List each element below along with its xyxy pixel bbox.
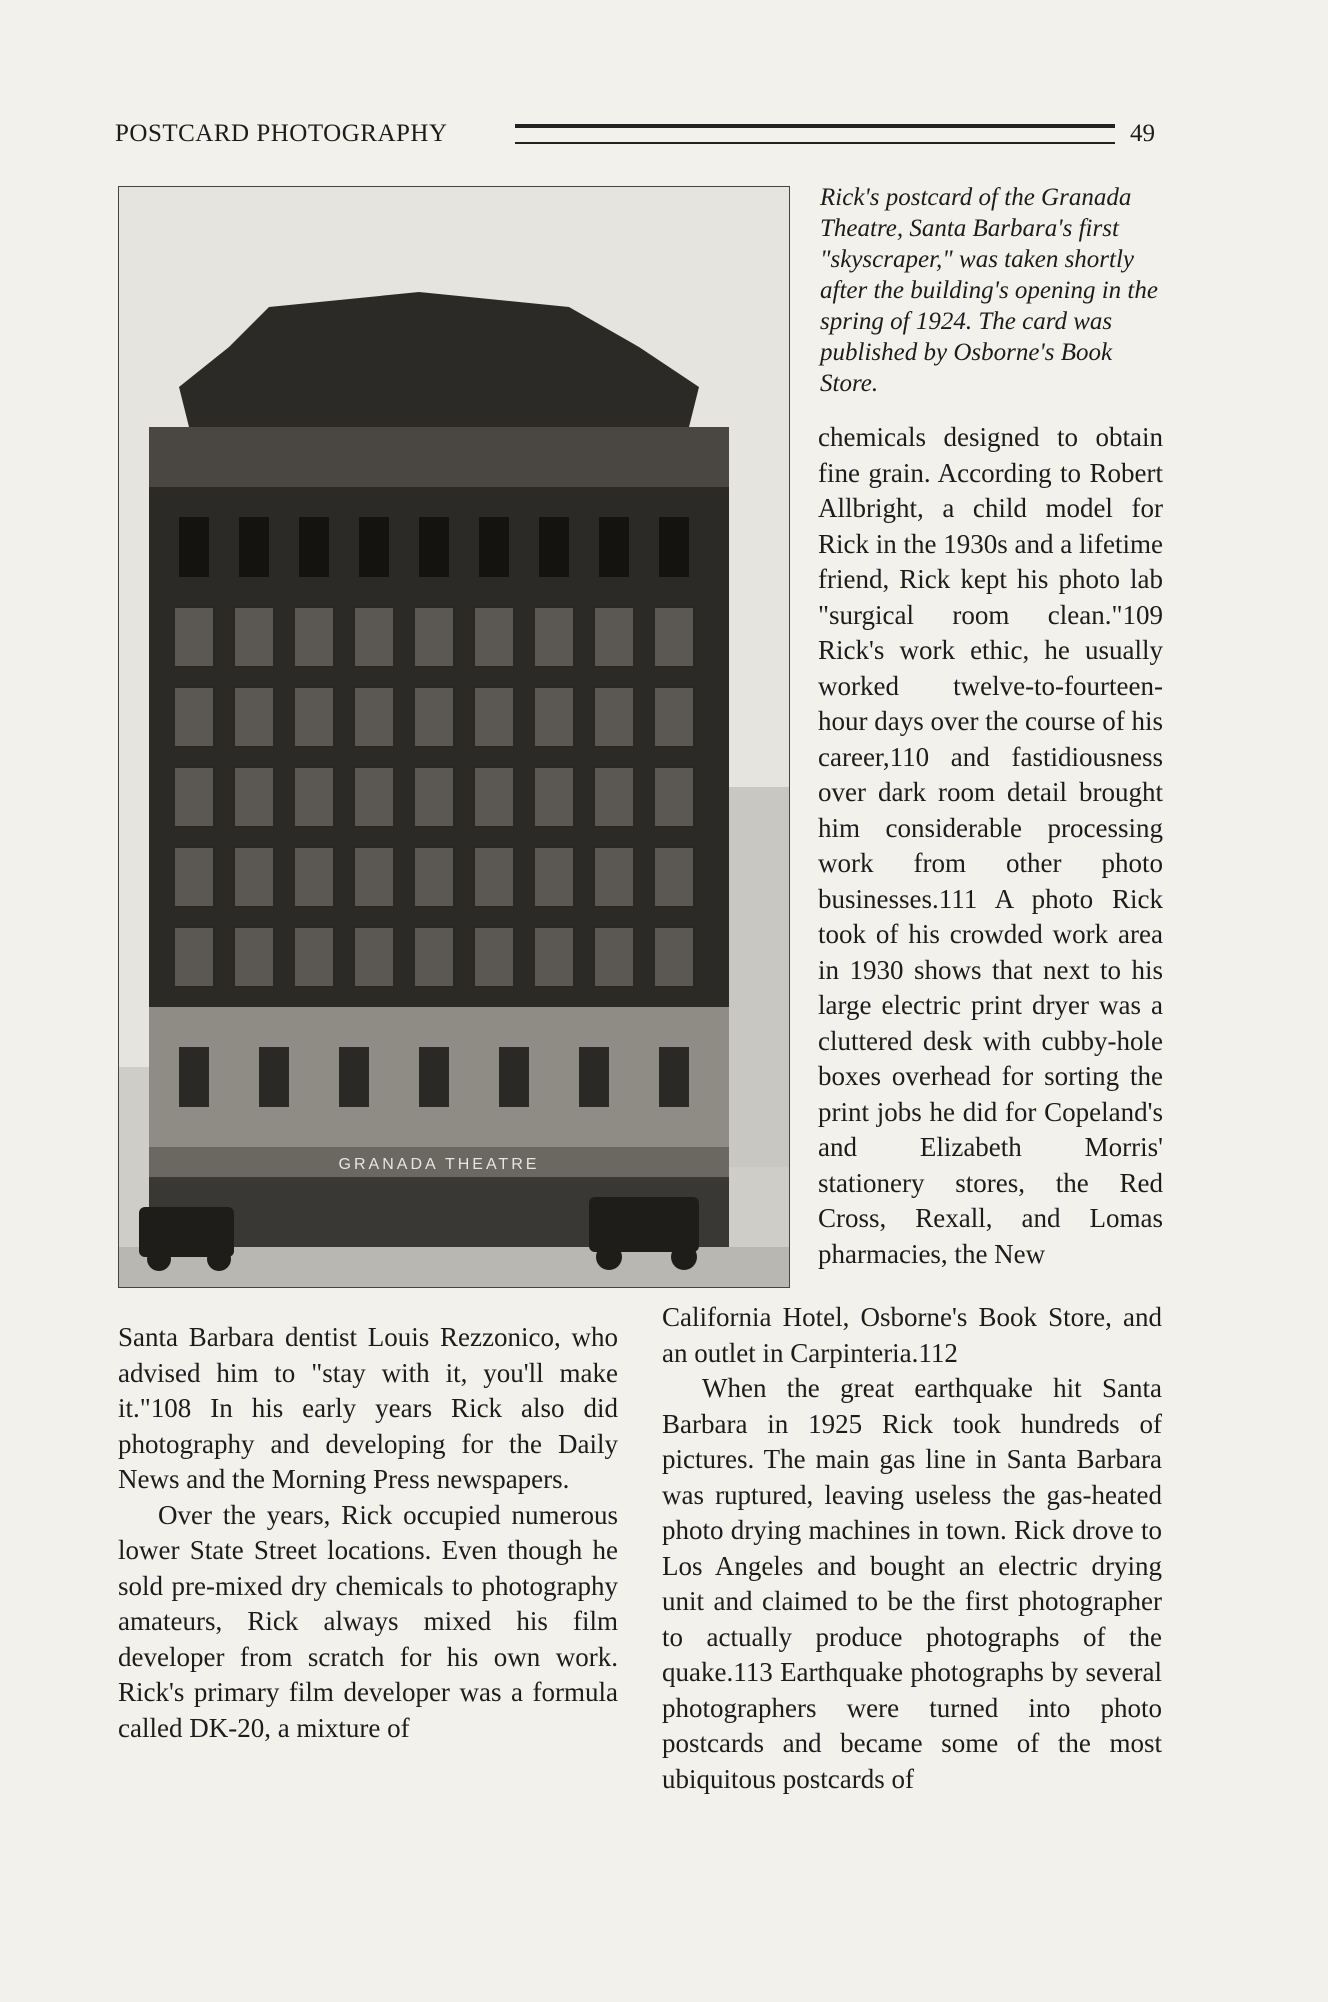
body-text-right-column-lower [662, 1300, 1162, 1797]
body-text-right-column [818, 420, 1163, 1272]
paragraph: California Hotel, Osborne's Book Store, and an outlet in Carpinteria.112 [662, 1302, 1162, 1368]
running-title: POSTCARD PHOTOGRAPHY [115, 120, 448, 147]
photo-caption: Rick's postcard of the Granada Theatre, Santa Barbara's first "skyscraper," was taken shortly after the building's opening in the spring of 1924. The card was published by Osborne's Book Store. [820, 184, 1158, 397]
granada-theatre-photo [118, 186, 790, 1288]
header-rule [515, 124, 1115, 144]
theatre-building-image [119, 187, 789, 1287]
page-number: 49 [1130, 120, 1155, 147]
body-text-left-column [118, 1320, 618, 1746]
paragraph: Over the years, Rick occupied numerous lower State Street locations. Even though he sold pre-mixed dry chemicals to photography amateurs, Rick always mixed his film developer from scratch for his own work. Rick's primary film developer was a formula called DK-20, a mixture of [118, 1499, 618, 1743]
paragraph: When the great earthquake hit Santa Barbara in 1925 Rick took hundreds of pictures. The main gas line in Santa Barbara was ruptured, leaving useless the gas-heated photo drying machines in town. Rick drove to Los Angeles and bought an electric drying unit and claimed to be the first photographer to actually produce photographs of the quake.113 Earthquake photographs by several photographers were turned into photo postcards and became some of the most ubiquitous postcards of [662, 1373, 1162, 1794]
paragraph: chemicals designed to obtain fine grain. According to Robert Allbright, a child model for Rick in the 1930s and a lifetime friend, Rick kept his photo lab "surgical room clean."109 Rick's work ethic, he usually worked twelve-to-fourteen-hour days over the course of his career,110 and fastidiousness over dark room detail brought him considerable processing work from other photo businesses.111 A photo Rick took of his crowded work area in 1930 shows that next to his large electric print dryer was a cluttered desk with cubby-hole boxes overhead for sorting the print jobs he did for Copeland's and Elizabeth Morris' stationery stores, the Red Cross, Rexall, and Lomas pharmacies, the New [818, 422, 1163, 1269]
paragraph: Santa Barbara dentist Louis Rezzonico, who advised him to "stay with it, you'll make it."108 In his early years Rick also did photography and developing for the Daily News and the Morning Press newspapers. [118, 1322, 618, 1494]
page-header [115, 120, 1155, 160]
marquee-text: GRANADA THEATRE [338, 1156, 540, 1173]
